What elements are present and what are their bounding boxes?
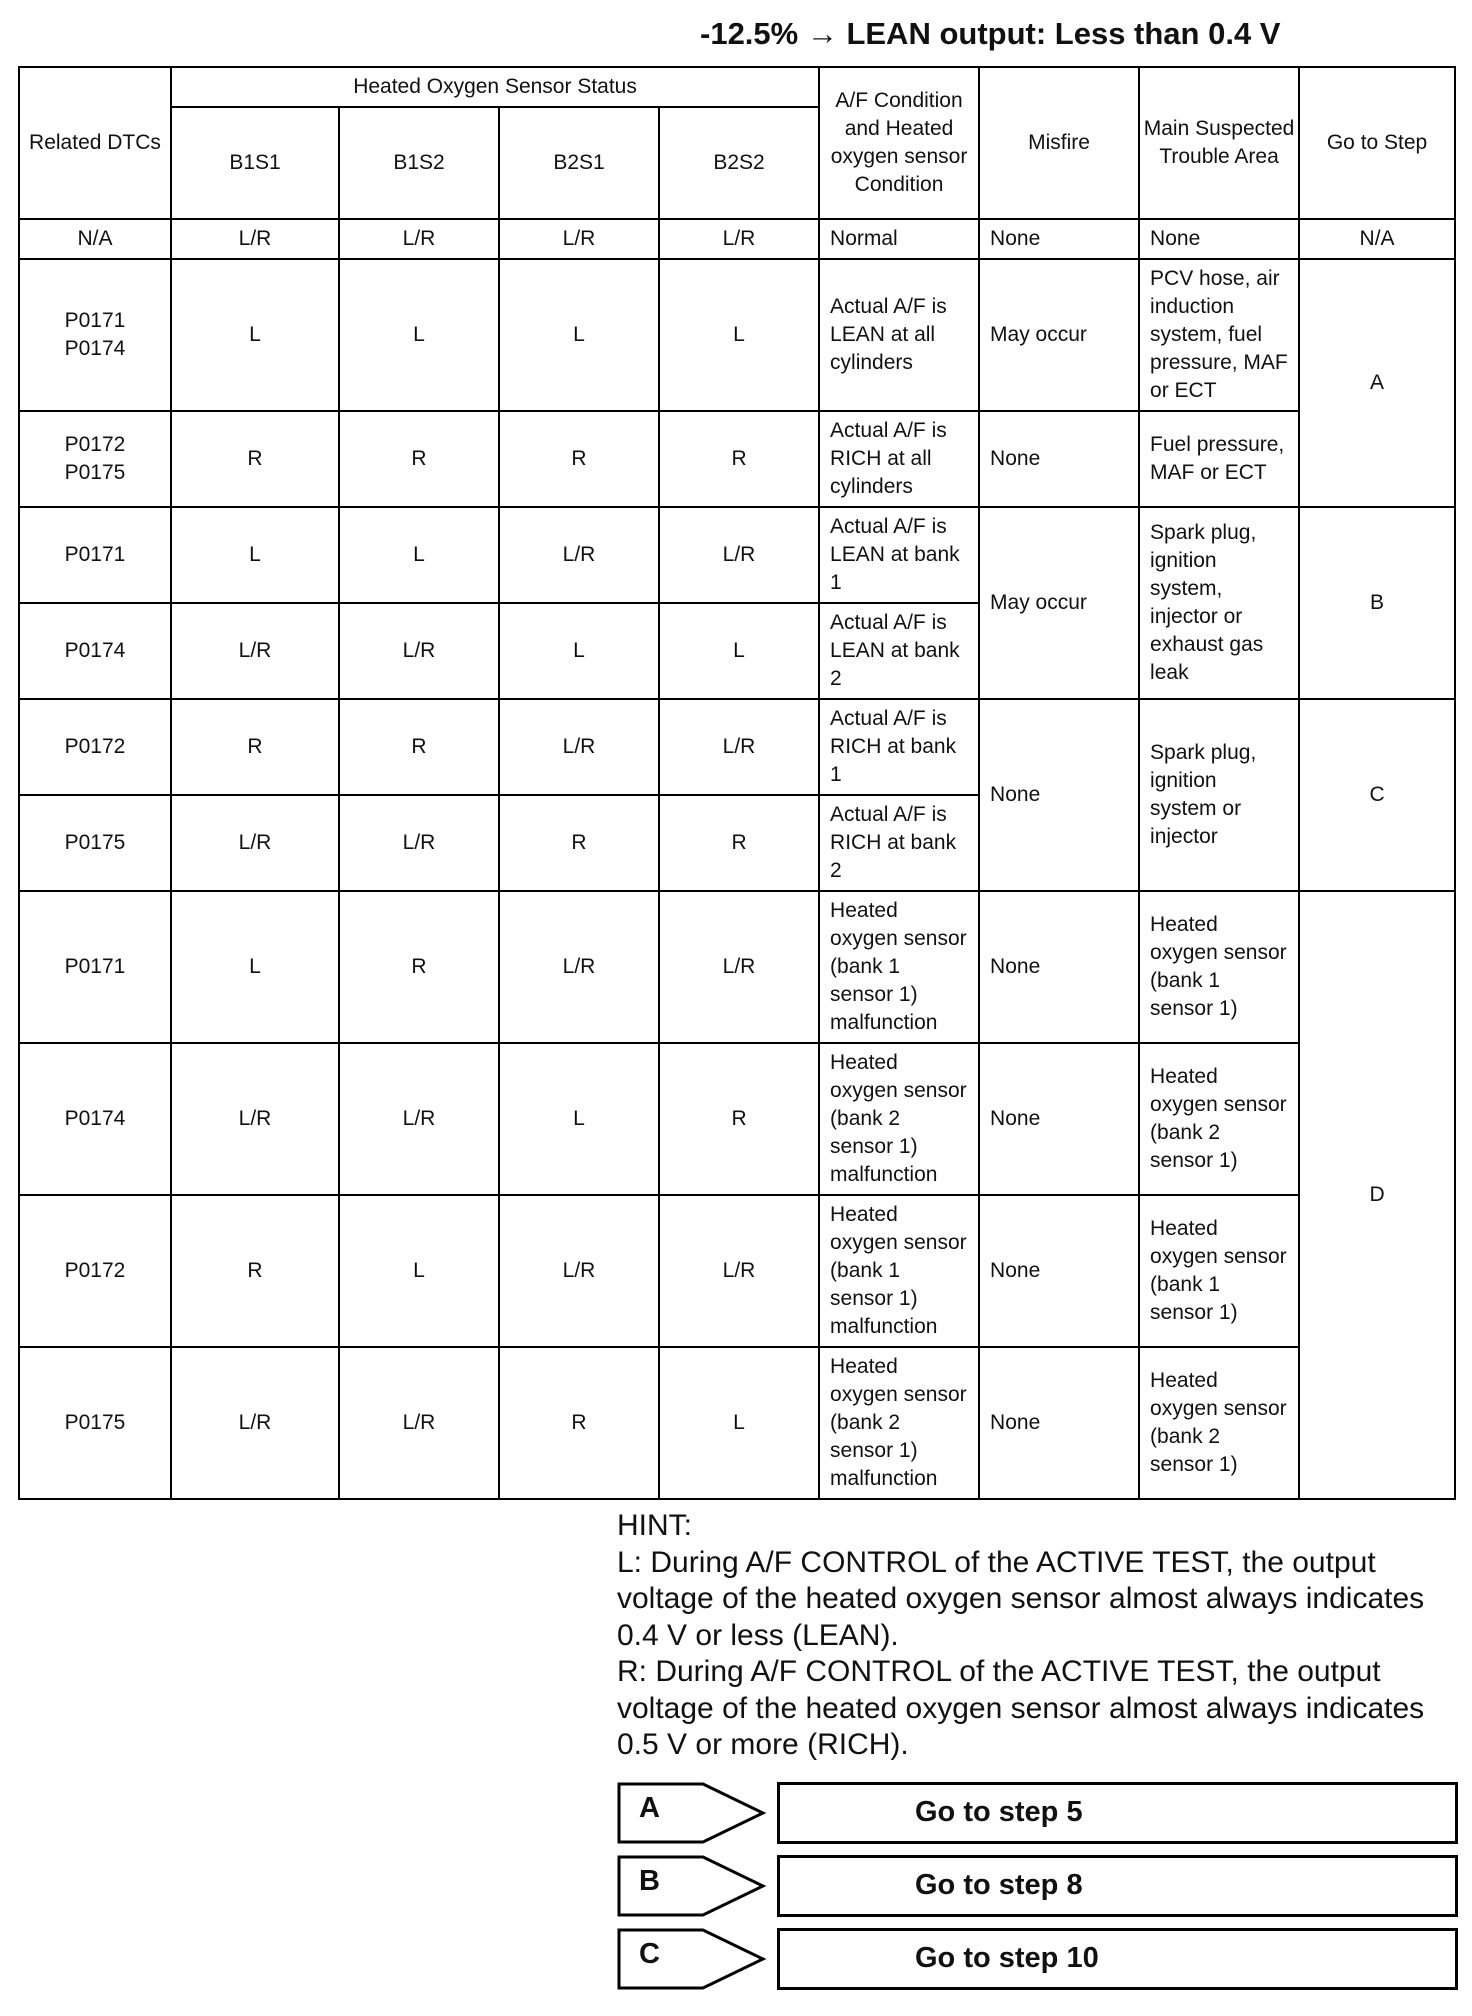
dtc-cell <box>19 411 171 507</box>
b1s1-cell: L <box>171 259 339 411</box>
go-to-step-cell: N/A <box>1299 219 1455 259</box>
b1s1-cell: R <box>171 411 339 507</box>
step-letter: C <box>639 1938 660 1970</box>
trouble-area-cell: Spark plug, ignition system, injector or exhaust gas leak <box>1139 507 1299 699</box>
b1s2-cell: L <box>339 1195 499 1347</box>
step-row-a <box>617 1782 1457 1844</box>
dtc-code: P0171 <box>64 955 126 978</box>
dtc-cell <box>19 891 171 1043</box>
b2s2-cell: L/R <box>659 507 819 603</box>
b1s2-cell: R <box>339 411 499 507</box>
b2s2-cell: L <box>659 603 819 699</box>
b1s2-cell: R <box>339 699 499 795</box>
dtc-code: P0174 <box>64 337 126 360</box>
b2s1-cell: L <box>499 603 659 699</box>
trouble-area-cell: Spark plug, ignition system or injector <box>1139 699 1299 891</box>
go-to-step-box <box>777 1855 1458 1917</box>
af-condition-cell: Heated oxygen sensor (bank 1 sensor 1) malfunction <box>819 891 979 1043</box>
trouble-area-cell: Heated oxygen sensor (bank 1 sensor 1) <box>1139 1195 1299 1347</box>
dtc-cell <box>19 1347 171 1499</box>
af-condition-cell: Actual A/F is LEAN at bank 1 <box>819 507 979 603</box>
af-condition-cell: Heated oxygen sensor (bank 1 sensor 1) malfunction <box>819 1195 979 1347</box>
dtc-cell <box>19 1043 171 1195</box>
dtc-code: P0175 <box>64 461 126 484</box>
b2s2-cell: L/R <box>659 1195 819 1347</box>
af-condition-cell: Actual A/F is LEAN at bank 2 <box>819 603 979 699</box>
hint-rich-definition: R: During A/F CONTROL of the ACTIVE TEST, the output voltage of the heated oxygen sensor almost always indicates 0.5 V or more (RICH). <box>617 1655 1425 1761</box>
page-heading: -12.5% → LEAN output: Less than 0.4 V <box>700 16 1281 51</box>
step-instruction: Go to step 8 <box>915 1869 1083 1901</box>
header-misfire: Misfire <box>979 67 1139 219</box>
header-b1s1: B1S1 <box>171 107 339 219</box>
step-instruction: Go to step 10 <box>915 1942 1099 1974</box>
b1s1-cell: L/R <box>171 219 339 259</box>
table-row <box>19 219 1455 259</box>
b2s1-cell: L/R <box>499 699 659 795</box>
b2s1-cell: L <box>499 1043 659 1195</box>
b1s1-cell: L <box>171 507 339 603</box>
b1s2-cell: R <box>339 891 499 1043</box>
dtc-cell <box>19 507 171 603</box>
b2s2-cell: L/R <box>659 219 819 259</box>
header-af-condition: A/F Condition and Heated oxygen sensor Condition <box>819 67 979 219</box>
dtc-code: P0175 <box>64 1411 126 1434</box>
b1s1-cell: L/R <box>171 1043 339 1195</box>
step-row-c <box>617 1928 1457 1990</box>
b1s1-cell: L/R <box>171 795 339 891</box>
misfire-cell: May occur <box>979 259 1139 411</box>
hint-title: HINT: <box>617 1509 692 1542</box>
step-letter: B <box>639 1865 660 1897</box>
table-row <box>19 1195 1455 1347</box>
header-sensor-status: Heated Oxygen Sensor Status <box>171 67 819 107</box>
go-to-step-cell: C <box>1299 699 1455 891</box>
table-row <box>19 507 1455 603</box>
dtc-code: P0174 <box>64 639 126 662</box>
b1s2-cell: L <box>339 259 499 411</box>
misfire-cell: None <box>979 891 1139 1043</box>
hint-section <box>617 1508 1457 1764</box>
b1s2-cell: L <box>339 507 499 603</box>
misfire-cell: None <box>979 1347 1139 1499</box>
misfire-cell: None <box>979 1195 1139 1347</box>
af-condition-cell: Actual A/F is RICH at bank 1 <box>819 699 979 795</box>
table-row <box>19 891 1455 1043</box>
af-condition-cell: Normal <box>819 219 979 259</box>
header-trouble-area: Main Suspected Trouble Area <box>1139 67 1299 219</box>
misfire-cell: None <box>979 1043 1139 1195</box>
b1s2-cell: L/R <box>339 795 499 891</box>
trouble-area-cell: Heated oxygen sensor (bank 2 sensor 1) <box>1139 1347 1299 1499</box>
misfire-cell: None <box>979 219 1139 259</box>
b2s1-cell: L/R <box>499 507 659 603</box>
trouble-area-cell: Fuel pressure, MAF or ECT <box>1139 411 1299 507</box>
go-to-step-cell: D <box>1299 891 1455 1499</box>
b2s2-cell: R <box>659 1043 819 1195</box>
b2s1-cell: L <box>499 259 659 411</box>
go-to-step-cell: B <box>1299 507 1455 699</box>
b2s2-cell: L <box>659 1347 819 1499</box>
table-row <box>19 699 1455 795</box>
step-instruction: Go to step 5 <box>915 1796 1083 1828</box>
dtc-cell <box>19 219 171 259</box>
dtc-diagnosis-table <box>18 66 1456 1500</box>
trouble-area-cell: Heated oxygen sensor (bank 2 sensor 1) <box>1139 1043 1299 1195</box>
step-row-b <box>617 1855 1457 1917</box>
table-row <box>19 1347 1455 1499</box>
b2s1-cell: R <box>499 1347 659 1499</box>
af-condition-cell: Heated oxygen sensor (bank 2 sensor 1) malfunction <box>819 1347 979 1499</box>
dtc-code: P0171 <box>64 309 126 332</box>
b1s1-cell: R <box>171 699 339 795</box>
b1s2-cell: L/R <box>339 1347 499 1499</box>
misfire-cell: May occur <box>979 507 1139 699</box>
trouble-area-cell: Heated oxygen sensor (bank 1 sensor 1) <box>1139 891 1299 1043</box>
go-to-step-box <box>777 1928 1458 1990</box>
dtc-code: P0172 <box>64 1259 126 1282</box>
go-to-step-cell: A <box>1299 259 1455 507</box>
dtc-code: P0171 <box>64 543 126 566</box>
b2s2-cell: R <box>659 795 819 891</box>
misfire-cell: None <box>979 699 1139 891</box>
b2s2-cell: L/R <box>659 699 819 795</box>
b1s1-cell: L/R <box>171 603 339 699</box>
b2s1-cell: L/R <box>499 219 659 259</box>
b1s1-cell: L/R <box>171 1347 339 1499</box>
b1s2-cell: L/R <box>339 603 499 699</box>
header-go-to-step: Go to Step <box>1299 67 1455 219</box>
b2s2-cell: L <box>659 259 819 411</box>
dtc-cell <box>19 1195 171 1347</box>
go-to-step-box <box>777 1782 1458 1844</box>
table-row <box>19 1043 1455 1195</box>
dtc-code: P0172 <box>64 735 126 758</box>
hint-lean-definition: L: During A/F CONTROL of the ACTIVE TEST, the output voltage of the heated oxygen sensor almost always indicates 0.4 V or less (LEAN). <box>617 1545 1425 1652</box>
trouble-area-cell: PCV hose, air induction system, fuel pressure, MAF or ECT <box>1139 259 1299 411</box>
table-row <box>19 259 1455 411</box>
dtc-code: P0174 <box>64 1107 126 1130</box>
dtc-cell <box>19 603 171 699</box>
table-row <box>19 411 1455 507</box>
header-b1s2: B1S2 <box>339 107 499 219</box>
b2s2-cell: R <box>659 411 819 507</box>
header-related-dtcs: Related DTCs <box>19 67 171 219</box>
b1s2-cell: L/R <box>339 1043 499 1195</box>
dtc-code: P0175 <box>64 831 126 854</box>
misfire-cell: None <box>979 411 1139 507</box>
b2s2-cell: L/R <box>659 891 819 1043</box>
b1s1-cell: L <box>171 891 339 1043</box>
b2s1-cell: R <box>499 795 659 891</box>
af-condition-cell: Actual A/F is RICH at bank 2 <box>819 795 979 891</box>
af-condition-cell: Heated oxygen sensor (bank 2 sensor 1) malfunction <box>819 1043 979 1195</box>
header-b2s2: B2S2 <box>659 107 819 219</box>
dtc-cell <box>19 259 171 411</box>
trouble-area-cell: None <box>1139 219 1299 259</box>
step-letter: A <box>639 1792 660 1824</box>
b2s1-cell: R <box>499 411 659 507</box>
dtc-cell <box>19 795 171 891</box>
af-condition-cell: Actual A/F is LEAN at all cylinders <box>819 259 979 411</box>
dtc-code: N/A <box>77 227 113 250</box>
b1s2-cell: L/R <box>339 219 499 259</box>
b2s1-cell: L/R <box>499 1195 659 1347</box>
dtc-cell <box>19 699 171 795</box>
header-b2s1: B2S1 <box>499 107 659 219</box>
af-condition-cell: Actual A/F is RICH at all cylinders <box>819 411 979 507</box>
b2s1-cell: L/R <box>499 891 659 1043</box>
dtc-code: P0172 <box>64 433 126 456</box>
b1s1-cell: R <box>171 1195 339 1347</box>
